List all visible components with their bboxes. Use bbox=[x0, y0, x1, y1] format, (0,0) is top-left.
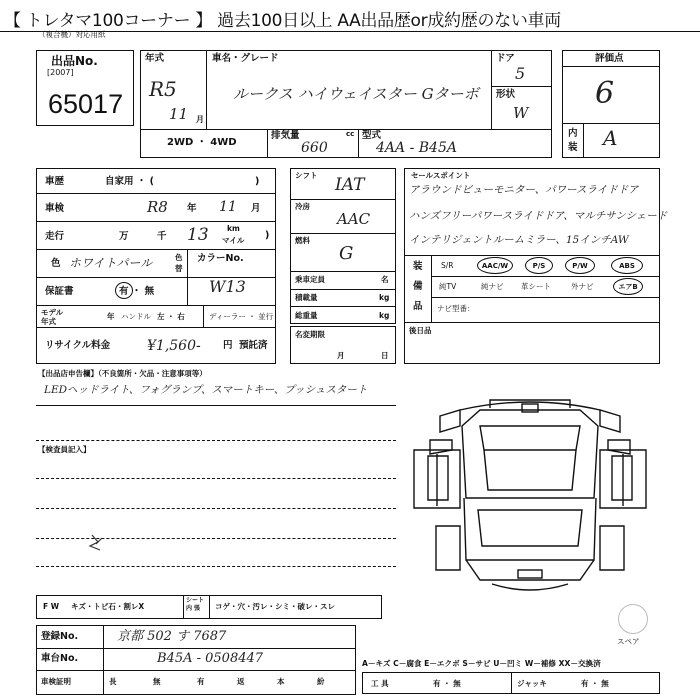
recycle-label: リサイクル料金 bbox=[45, 340, 111, 351]
equip-ps-circle bbox=[525, 257, 553, 274]
fw-text: キズ・トビ石・割レX bbox=[71, 602, 145, 611]
sales-point-line-1: アラウンドビューモニター、パワースライドドア bbox=[409, 184, 639, 196]
color-value: ホワイトパール bbox=[69, 256, 153, 270]
model-label: 型式 bbox=[362, 130, 382, 141]
warranty-circle bbox=[115, 282, 133, 299]
equip-airbag-circle bbox=[613, 278, 643, 295]
cert-label: 車検証明 bbox=[41, 677, 71, 686]
notes-value: LEDヘッドライト、フォグランプ、スマートキー、プッシュスタート bbox=[44, 384, 368, 396]
equipment-label-2: 備 bbox=[413, 281, 423, 292]
inspection-month-unit: 月 bbox=[251, 203, 261, 214]
fuel-value: G bbox=[339, 243, 354, 264]
equip-abs: ABS bbox=[619, 261, 635, 270]
sales-points-label: セールスポイント bbox=[411, 171, 471, 180]
model-year-label-2: 年式 bbox=[41, 317, 56, 326]
equip-abs-circle bbox=[611, 257, 643, 274]
history-close: ) bbox=[255, 176, 260, 187]
damage-legend: A－キズ C－腐食 E－エクボ S－サビ U－凹ミ W－補修 XX－交換済 bbox=[362, 659, 601, 668]
weight-label: 総重量 bbox=[295, 311, 318, 320]
equip-ps: P/S bbox=[532, 261, 546, 270]
tools-box bbox=[362, 672, 660, 694]
color-no-value: W13 bbox=[209, 277, 246, 296]
tool-options: 有 ・ 無 bbox=[433, 679, 461, 688]
equipment-label-1: 装 bbox=[413, 261, 423, 272]
model-value: 4AA - B45A bbox=[376, 140, 457, 156]
inspection-value: R8 bbox=[147, 198, 168, 216]
interior-value: A bbox=[603, 126, 618, 150]
recycle-note: 預託済 bbox=[239, 340, 268, 351]
displacement-label: 排気量 bbox=[271, 130, 300, 141]
lot-label: 出品No. bbox=[51, 54, 98, 68]
seat-label-3: 張 bbox=[194, 605, 201, 612]
spare-label: スペア bbox=[617, 637, 640, 646]
equip-leather: 革シート bbox=[521, 282, 551, 291]
mileage-sen: 千 bbox=[157, 231, 167, 242]
jack-options: 有 ・ 無 bbox=[581, 679, 609, 688]
score-label: 評価点 bbox=[595, 53, 624, 64]
ac-label: 冷房 bbox=[295, 202, 310, 211]
mileage-km: km bbox=[227, 224, 240, 233]
chassis-label: 車台No. bbox=[41, 653, 79, 664]
interior-label-1: 内 bbox=[568, 128, 578, 139]
fw-label: F W bbox=[43, 602, 60, 611]
history-box bbox=[36, 168, 276, 364]
cert-opt-4: 返 bbox=[237, 677, 245, 686]
warranty-options: 有 ・ 無 bbox=[119, 286, 155, 297]
lot-year-tag: [2007] bbox=[47, 68, 74, 77]
history-label: 車歴 bbox=[45, 176, 65, 187]
color-change-1: 色 bbox=[175, 253, 183, 262]
inspection-year-unit: 年 bbox=[187, 203, 197, 214]
registration-value: 京都 502 す 7687 bbox=[117, 629, 227, 644]
lot-number: 65017 bbox=[48, 89, 124, 119]
header-bar bbox=[0, 0, 700, 32]
load-label: 積載量 bbox=[295, 293, 318, 302]
ac-value: AAC bbox=[337, 210, 371, 228]
shape-value: W bbox=[513, 104, 529, 122]
inspection-label: 車検 bbox=[45, 203, 65, 214]
year-value: R5 bbox=[149, 77, 177, 101]
load-unit: kg bbox=[379, 293, 390, 302]
name-change-unit: 月 bbox=[337, 351, 345, 360]
sales-points-box bbox=[404, 168, 668, 364]
capacity-label: 乗車定員 bbox=[295, 275, 325, 284]
equip-ext-navi: 外ナビ bbox=[571, 282, 594, 291]
chassis-value: B45A - 0508447 bbox=[157, 651, 264, 666]
drive-label: 2WD ・ 4WD bbox=[167, 137, 237, 148]
year-label: 年式 bbox=[145, 53, 165, 64]
rear-items-label: 後日品 bbox=[409, 326, 432, 335]
car-damage-diagram bbox=[400, 380, 660, 602]
inspector-scribble bbox=[84, 532, 110, 556]
history-options: 自家用 ・ ( bbox=[105, 176, 154, 187]
equip-sr: S/R bbox=[441, 261, 454, 270]
seat-label-2: 内 bbox=[186, 605, 193, 612]
vehicle-info-box bbox=[140, 50, 552, 158]
equip-aac: AAC/W bbox=[481, 261, 509, 270]
weight-unit: kg bbox=[379, 311, 390, 320]
interior-label-2: 装 bbox=[568, 142, 578, 153]
shape-label: 形状 bbox=[496, 89, 516, 100]
cert-opt-6: 紛 bbox=[317, 677, 325, 686]
cert-opt-3: 有 bbox=[197, 677, 205, 686]
model-year-label-1: モデル bbox=[41, 308, 64, 317]
color-label: 色 bbox=[51, 258, 61, 269]
shift-label: シフト bbox=[295, 171, 318, 180]
handle-label: ハンドル bbox=[121, 312, 151, 321]
cert-opt-2: 無 bbox=[153, 677, 161, 686]
displacement-unit: cc bbox=[346, 130, 355, 138]
navi-model-label: ナビ型番： bbox=[437, 304, 475, 313]
cert-opt-1: 長 bbox=[109, 677, 117, 686]
inspection-month: 11 bbox=[219, 199, 237, 215]
seat-text: コゲ・穴・汚レ・シミ・破レ・スレ bbox=[215, 602, 335, 611]
vehicle-name: ルークス ハイウェイスター Gターボ bbox=[233, 85, 479, 103]
door-value: 5 bbox=[515, 64, 526, 83]
cert-opt-5: 本 bbox=[277, 677, 285, 686]
month-unit: 月 bbox=[196, 115, 204, 124]
seat-label-1: シート bbox=[186, 597, 205, 604]
model-year-unit: 年 bbox=[107, 312, 115, 321]
displacement-value: 660 bbox=[301, 140, 328, 156]
shift-value: IAT bbox=[335, 175, 365, 195]
score-box bbox=[562, 50, 660, 158]
tool-label: 工 具 bbox=[371, 679, 389, 688]
mileage-label: 走行 bbox=[45, 231, 65, 242]
handle-options: 左 ・ 右 bbox=[157, 312, 185, 321]
equip-aac-circle bbox=[477, 257, 513, 274]
registration-box bbox=[36, 625, 356, 695]
color-change-2: 替 bbox=[175, 264, 183, 273]
name-change-day: 日 bbox=[381, 351, 389, 360]
shift-box bbox=[290, 168, 396, 324]
mileage-value: 13 bbox=[187, 225, 209, 245]
legend-row bbox=[36, 595, 382, 619]
score-value: 6 bbox=[595, 76, 615, 111]
mileage-mile: マイル bbox=[222, 236, 245, 245]
header-title: 【 トレタマ100コーナー 】 過去100日以上 AA出品歴or成約歴のない車両 bbox=[4, 11, 561, 31]
door-label: ドア bbox=[496, 53, 515, 64]
fuel-label: 燃料 bbox=[295, 236, 310, 245]
equip-tv: 純TV bbox=[439, 282, 457, 291]
notes-label: 【出品店申告欄】（不良箇所・欠品・注意事項等） bbox=[38, 369, 207, 378]
name-change-label: 名変期限 bbox=[295, 330, 325, 339]
dealer-label: ディーラー ・ 並行 bbox=[209, 312, 274, 321]
sales-point-line-3: インテリジェントルームミラー、15インチAW bbox=[409, 234, 629, 246]
month-value: 11 bbox=[169, 105, 189, 123]
equipment-label-3: 品 bbox=[413, 301, 423, 312]
recycle-unit: 円 bbox=[223, 340, 233, 351]
recycle-value: ¥1,560- bbox=[147, 338, 201, 354]
paper-note: （複合機）対応用紙 bbox=[38, 30, 106, 39]
sales-point-line-2: ハンズフリーパワースライドドア、マルチサンシェード bbox=[409, 210, 668, 222]
capacity-unit: 名 bbox=[381, 275, 389, 284]
equip-pw: P/W bbox=[572, 261, 588, 270]
name-label: 車名・グレード bbox=[212, 53, 279, 64]
lot-number-box bbox=[36, 50, 134, 126]
registration-label: 登録No. bbox=[41, 631, 79, 642]
jack-label: ジャッキ bbox=[517, 679, 547, 688]
equip-pw-circle bbox=[565, 257, 595, 274]
warranty-label: 保証書 bbox=[45, 286, 74, 297]
spare-tire-icon bbox=[618, 604, 648, 634]
name-change-box bbox=[290, 326, 396, 364]
color-no-label: カラーNo. bbox=[197, 253, 244, 264]
inspector-label: 【検査員記入】 bbox=[38, 445, 91, 454]
equip-airbag: エアB bbox=[618, 282, 638, 291]
mileage-close: ) bbox=[265, 230, 270, 241]
mileage-man: 万 bbox=[119, 231, 129, 242]
equip-navi: 純ナビ bbox=[481, 282, 504, 291]
